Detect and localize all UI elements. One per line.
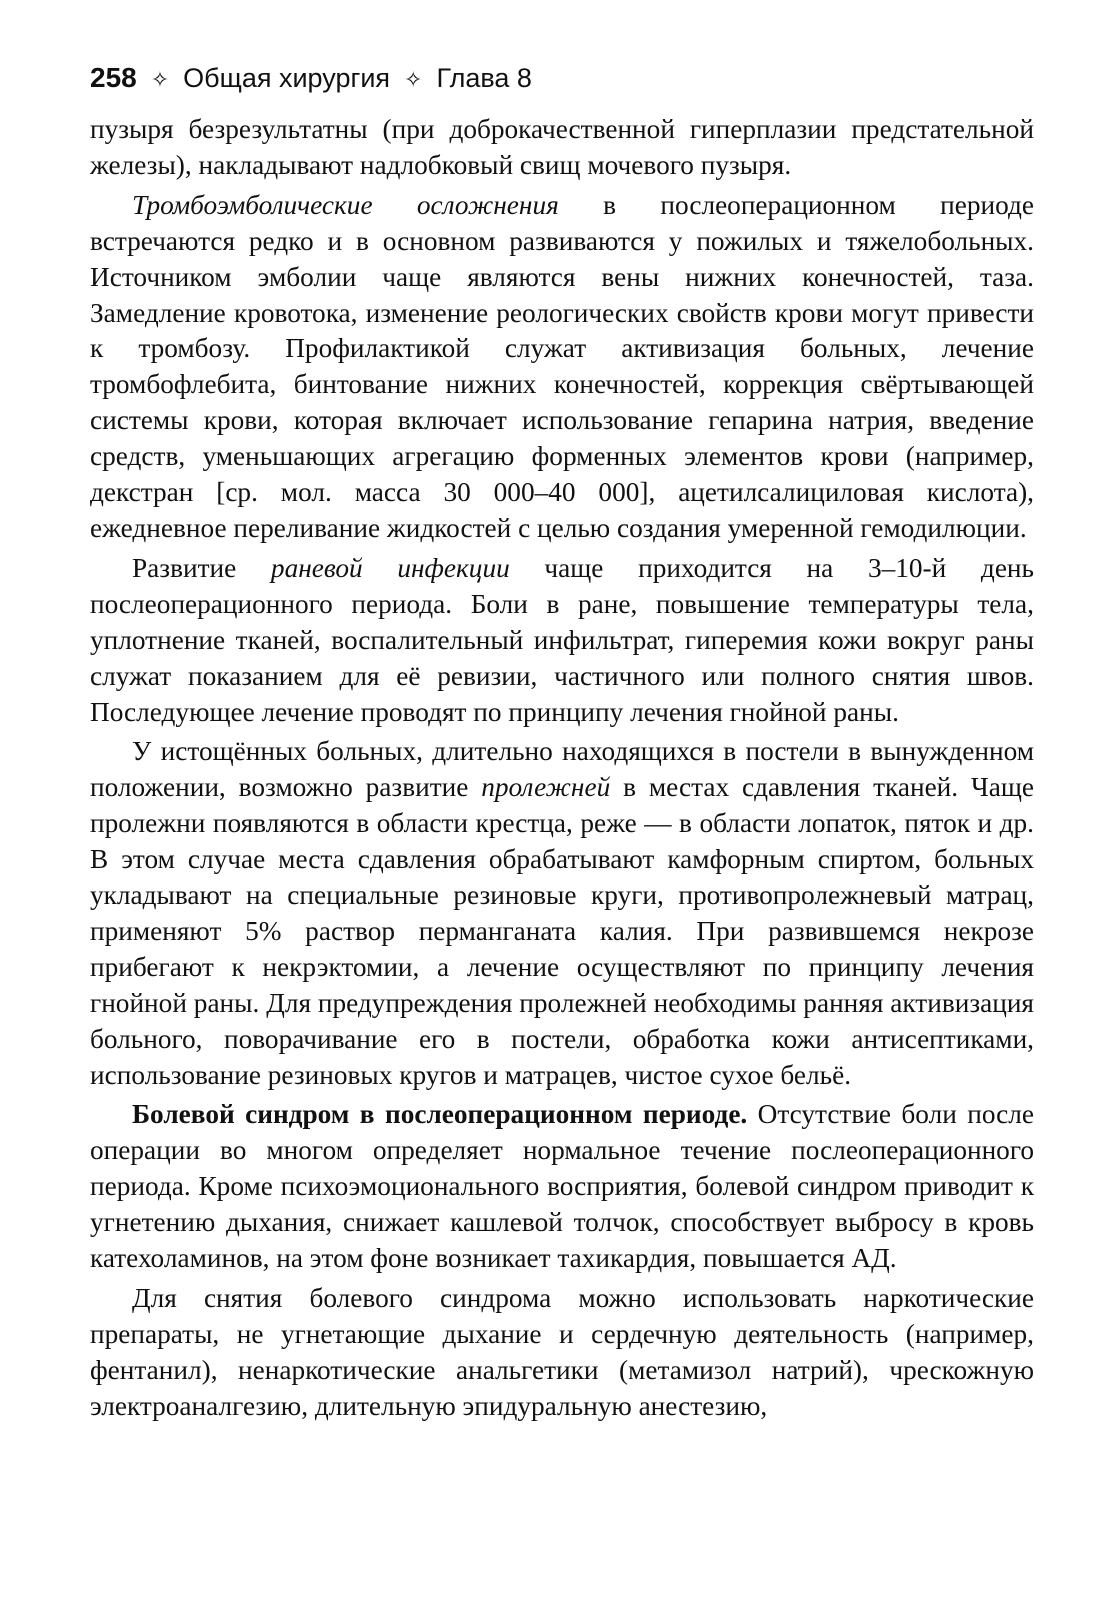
page-body: [90, 112, 1034, 1425]
running-header: [90, 58, 1034, 108]
text-run: пузыря безрезультатны (при доброкачественной гиперплазии предстательной железы), накладывают надлобковый свищ мочевого пузыря.: [90, 114, 1034, 180]
chapter-label: Глава 8: [436, 63, 532, 93]
page-number: 258: [90, 62, 137, 93]
diamond-separator-icon: ✧: [404, 67, 423, 92]
paragraph: [90, 188, 1034, 547]
italic-term: Тромбоэмболические осложнения: [132, 189, 559, 220]
text-run: чаще приходится на 3–10-й день послеоперационного периода. Боли в ране, повышение температуры тела, уплотнение тканей, воспалительный инфильтрат, гиперемия кожи вокруг раны служат показанием для её ревизии, частичного или полного снятия швов. Последующее лечение проводят по принципу лечения гнойной раны.: [90, 552, 1034, 727]
text-run: У истощённых больных, длительно находящихся в постели в вынужденном положении, возможно развитие: [90, 736, 1034, 803]
paragraph: [90, 1281, 1034, 1425]
text-run: Развитие: [132, 552, 271, 583]
paragraph: [90, 551, 1034, 731]
italic-term: раневой инфекции: [270, 552, 510, 583]
text-run: Отсутствие боли после операции во многом определяет нормальное течение послеоперационного периода. Кроме психоэмоционального восприятия, болевой синдром приводит к угнетению дыхания, снижает кашлевой толчок, способствует выбросу в кровь катехоламинов, на этом фоне возникает тахикардия, повышается АД.: [90, 1099, 1035, 1274]
bold-heading: Болевой синдром в послеоперационном периоде.: [132, 1099, 748, 1130]
paragraph: [90, 1097, 1034, 1277]
text-run: Для снятия болевого синдрома можно использовать наркотические препараты, не угнетающие дыхание и сердечную деятельность (например, фентанил), ненаркотические анальгетики (метамизол натрий), чрескожную электроаналгезию, длительную эпидуральную анестезию,: [90, 1283, 1034, 1421]
book-title: Общая хирургия: [183, 63, 391, 93]
diamond-separator-icon: ✧: [150, 67, 170, 92]
paragraph: [90, 734, 1034, 1093]
text-run: в послеоперационном периоде встречаются редко и в основном развиваются у пожилых и тяжелобольных. Источником эмболии чаще являются вены нижних конечностей, таза. Замедление кровотока, изменение реологических свойств крови могут привести к тромбозу. Профилактикой служат активизация больных, лечение тромбофлебита, бинтование нижних конечностей, коррекция свёртывающей системы крови, которая включает использование гепарина натрия, введение средств, уменьшающих агрегацию форменных элементов крови (например, декстран [ср. мол. масса 30 000–40 000], ацетилсалициловая кислота), ежедневное переливание жидкостей с целью создания умеренной гемодилюции.: [90, 189, 1034, 543]
text-run: в местах сдавления тканей. Чаще пролежни появляются в области крестца, реже — в области лопаток, пяток и др. В этом случае места сдавления обрабатывают камфорным спиртом, больных укладывают на специальные резиновые круги, противопролежневый матрац, применяют 5% раствор перманганата калия. При развившемся некрозе прибегают к некрэктомии, а лечение осуществляют по принципу лечения гнойной раны. Для предупреждения пролежней необходимы ранняя активизация больного, поворачивание его в постели, обработка кожи антисептиками, использование резиновых кругов и матрацев, чистое сухое бельё.: [90, 772, 1035, 1090]
paragraph: [90, 112, 1034, 184]
italic-term: пролежней: [481, 772, 611, 803]
